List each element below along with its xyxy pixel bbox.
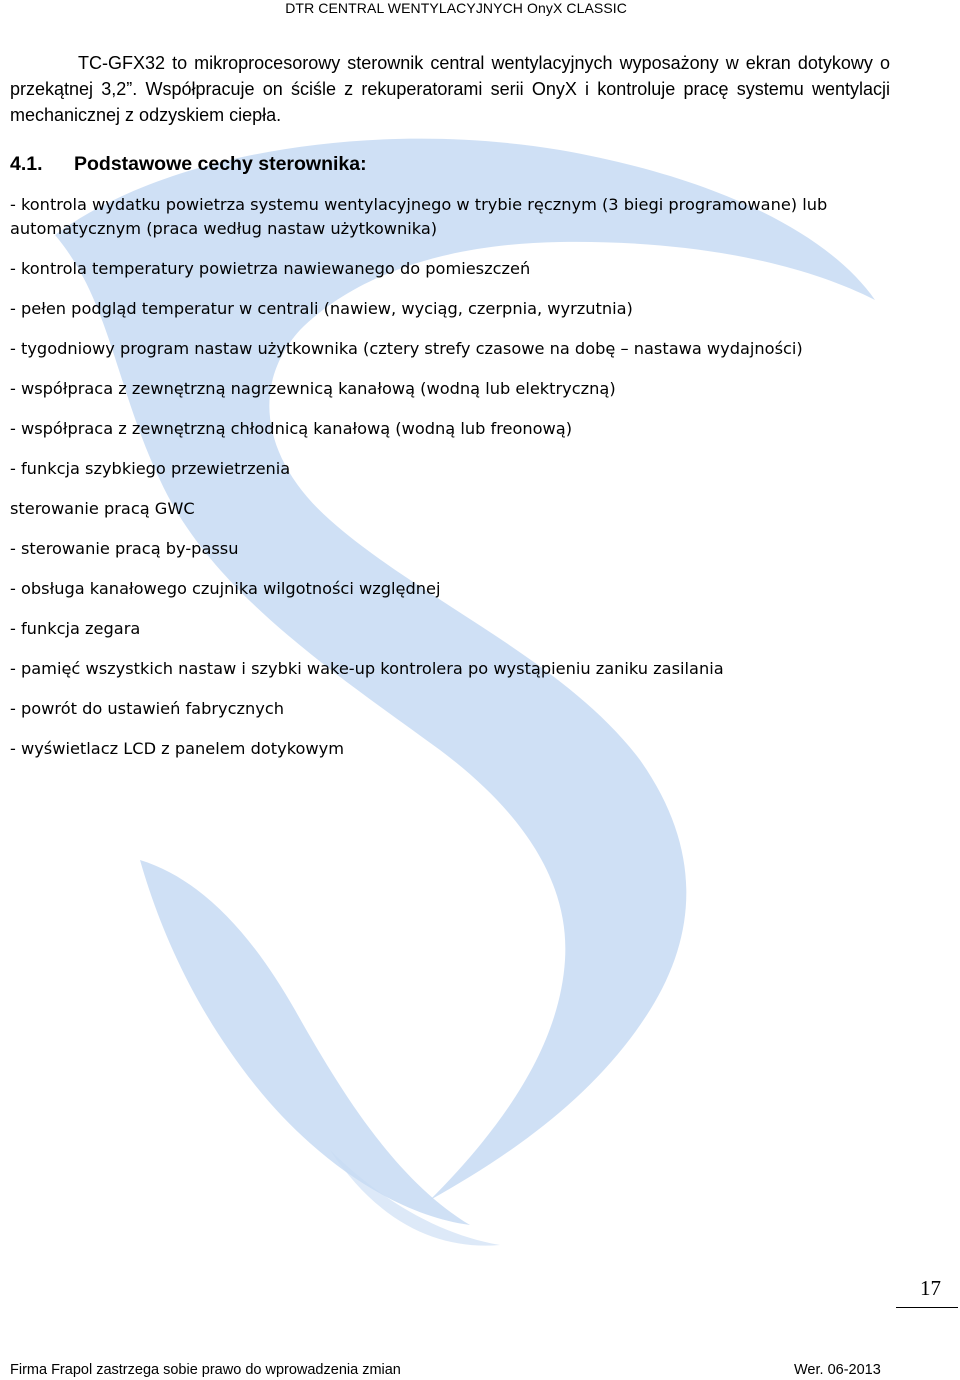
feature-item: - funkcja szybkiego przewietrzenia (10, 459, 291, 478)
footer-notice: Firma Frapol zastrzega sobie prawo do wprowadzenia zmian (10, 1362, 401, 1378)
section-number: 4.1. (10, 153, 43, 175)
feature-item: - sterowanie pracą by-passu (10, 539, 239, 558)
feature-item: - pamięć wszystkich nastaw i szybki wake-up kontrolera po wystąpieniu zaniku zasilania (10, 659, 724, 678)
page-number: 17 (920, 1276, 941, 1300)
footer-version: Wer. 06-2013 (794, 1362, 881, 1378)
feature-item: - współpraca z zewnętrzną nagrzewnicą kanałową (wodną lub elektryczną) (10, 379, 616, 398)
feature-item: - kontrola temperatury powietrza nawiewanego do pomieszczeń (10, 259, 531, 278)
feature-item: - współpraca z zewnętrzną chłodnicą kanałową (wodną lub freonową) (10, 419, 573, 438)
feature-item: - tygodniowy program nastaw użytkownika (cztery strefy czasowe na dobę – nastawa wydajności) (10, 339, 803, 358)
feature-item: sterowanie pracą GWC (10, 499, 195, 518)
page-number-divider (896, 1307, 958, 1308)
intro-paragraph: TC-GFX32 to mikroprocesorowy sterownik central wentylacyjnych wyposażony w ekran dotykowy o przekątnej 3,2”. Współpracuje on ściśle z rekuperatorami serii OnyX i kontroluje pracę systemu wentylacji mechanicznej z odzyskiem ciepła. (10, 53, 890, 125)
feature-item: - funkcja zegara (10, 619, 141, 638)
feature-item: - pełen podgląd temperatur w centrali (nawiew, wyciąg, czerpnia, wyrzutnia) (10, 299, 633, 318)
running-header: DTR CENTRAL WENTYLACYJNYCH OnyX CLASSIC (285, 0, 627, 16)
feature-item: - powrót do ustawień fabrycznych (10, 699, 285, 718)
section-title: Podstawowe cechy sterownika: (74, 153, 367, 175)
feature-item: - kontrola wydatku powietrza systemu wentylacyjnego w trybie ręcznym (3 biegi programowane) lub automatycznym (praca według nastaw użytkownika) (10, 195, 828, 238)
section-heading (10, 151, 367, 177)
feature-item: - wyświetlacz LCD z panelem dotykowym (10, 739, 344, 758)
feature-item: - obsługa kanałowego czujnika wilgotności względnej (10, 579, 441, 598)
feature-list (10, 193, 915, 777)
